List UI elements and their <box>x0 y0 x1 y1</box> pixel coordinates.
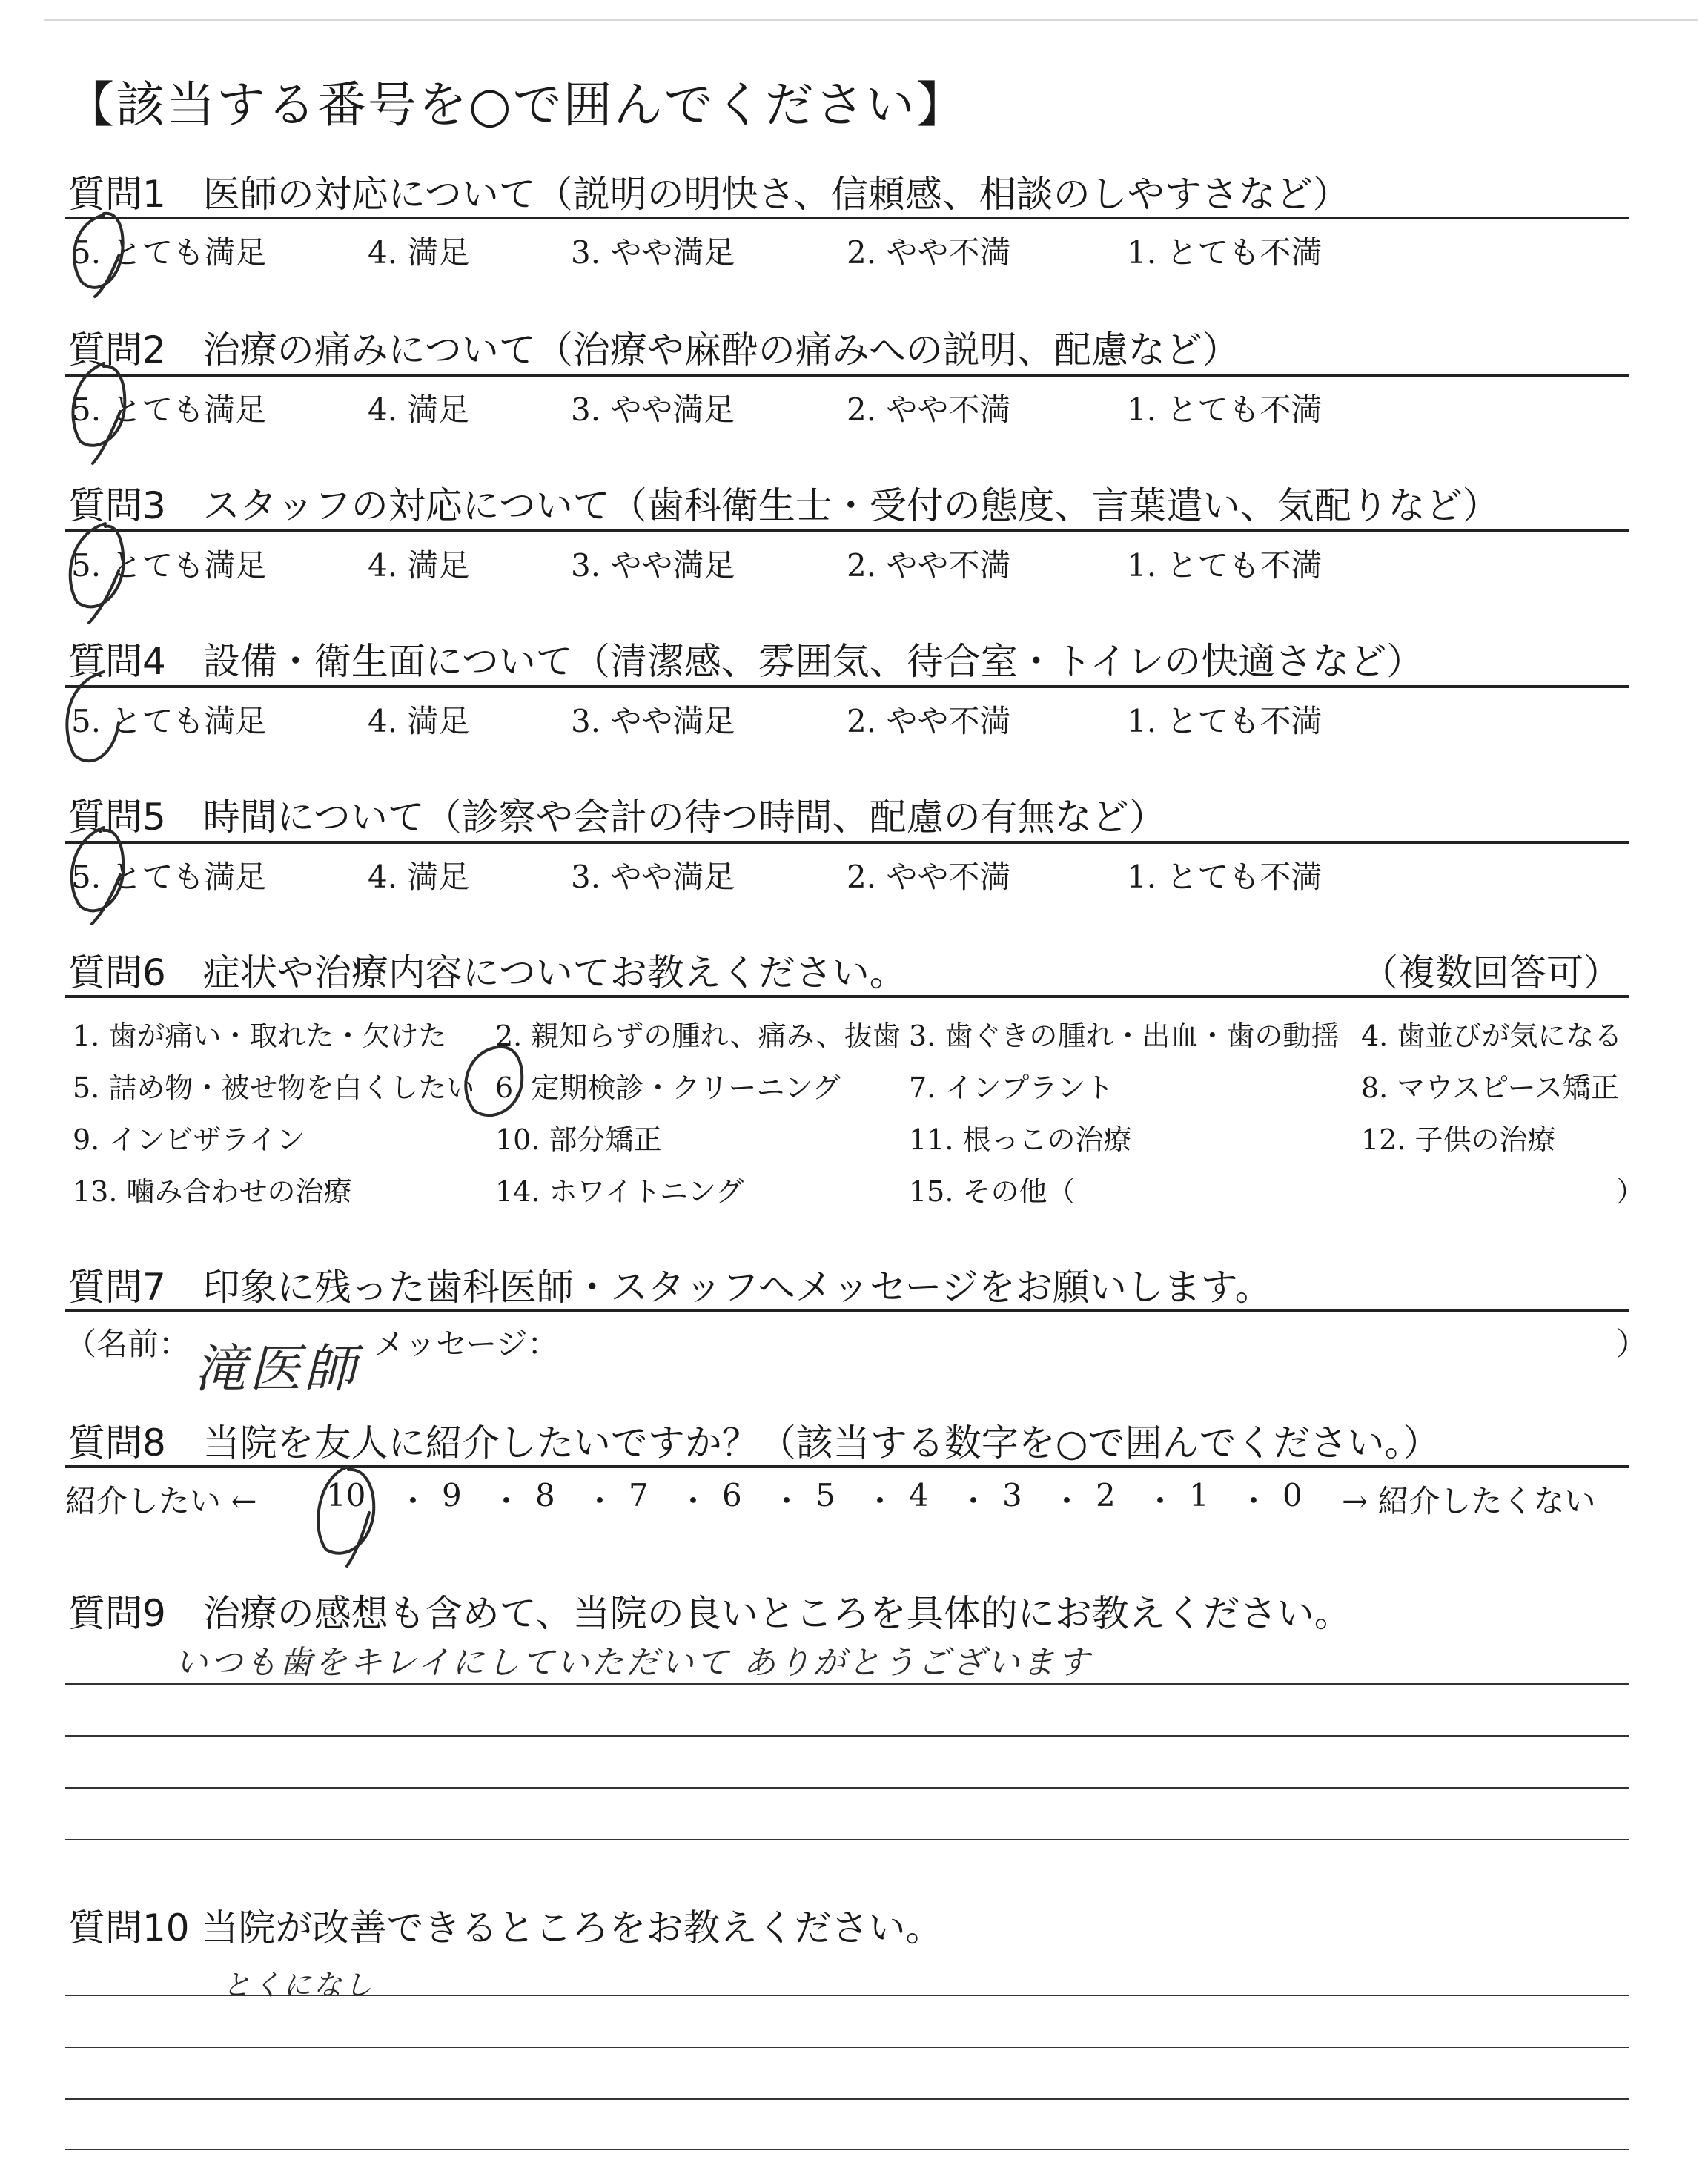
q5-option-2[interactable]: 2. やや不満 <box>847 859 1011 895</box>
scale-3[interactable]: 3 <box>1002 1477 1022 1513</box>
q5-option-1[interactable]: 1. とても不満 <box>1127 859 1323 895</box>
q6-option-15[interactable]: 15. その他（ <box>909 1175 1076 1208</box>
scale-dot: ・ <box>1145 1483 1176 1519</box>
question-5-rule <box>65 841 1629 844</box>
q9-answer-line <box>65 1735 1629 1737</box>
scale-8[interactable]: 8 <box>535 1477 555 1513</box>
q5-option-4[interactable]: 4. 満足 <box>368 859 470 895</box>
name-value[interactable]: 滝医師 <box>194 1338 359 1399</box>
q3-option-3[interactable]: 3. やや満足 <box>571 547 735 584</box>
q4-option-2[interactable]: 2. やや不満 <box>847 703 1011 739</box>
question-6-rule <box>65 995 1629 998</box>
question-5-title: 質問5 時間について（診察や会計の待つ時間、配慮の有無など） <box>68 796 1166 839</box>
q2-option-4[interactable]: 4. 満足 <box>368 392 470 428</box>
q10-answer-text[interactable]: とくになし <box>222 1969 375 2001</box>
q3-option-4[interactable]: 4. 満足 <box>368 547 470 584</box>
question-2-title: 質問2 治療の痛みについて（治療や麻酔の痛みへの説明、配慮など） <box>68 328 1239 371</box>
q5-option-3[interactable]: 3. やや満足 <box>571 859 735 895</box>
q6-option-10[interactable]: 10. 部分矯正 <box>495 1123 662 1156</box>
scale-dot: ・ <box>584 1483 616 1519</box>
scale-dot: ・ <box>864 1483 896 1519</box>
q7-close: ） <box>1616 1326 1648 1362</box>
scale-dot: ・ <box>1238 1483 1270 1519</box>
q6-option-6[interactable]: 6. 定期検診・クリーニング <box>495 1071 841 1104</box>
q1-option-5[interactable]: 5. とても満足 <box>71 234 267 271</box>
q1-option-1[interactable]: 1. とても不満 <box>1127 234 1323 271</box>
question-6-title: 質問6 症状や治療内容についてお教えください。 <box>68 951 907 994</box>
question-4-title: 質問4 設備・衛生面について（清潔感、雰囲気、待合室・トイレの快適さなど） <box>68 640 1424 683</box>
question-1-rule <box>65 217 1629 219</box>
q5-option-5[interactable]: 5. とても満足 <box>71 859 267 895</box>
q6-option-15-close: ） <box>1616 1175 1645 1208</box>
q6-option-14[interactable]: 14. ホワイトニング <box>495 1175 744 1208</box>
scale-dot: ・ <box>678 1483 709 1519</box>
scale-dot: ・ <box>771 1483 803 1519</box>
q3-option-2[interactable]: 2. やや不満 <box>847 547 1011 584</box>
q6-option-8[interactable]: 8. マウスピース矯正 <box>1361 1071 1619 1104</box>
question-8-title: 質問8 当院を友人に紹介したいですか？（該当する数字を○で囲んでください。） <box>68 1421 1440 1464</box>
question-1-title: 質問1 医師の対応について（説明の明快さ、信頼感、相談のしやすさなど） <box>68 173 1350 216</box>
q6-option-1[interactable]: 1. 歯が痛い・取れた・欠けた <box>73 1020 447 1052</box>
q6-option-13[interactable]: 13. 噛み合わせの治療 <box>73 1175 352 1208</box>
q10-answer-line <box>65 2098 1629 2100</box>
scale-dot: ・ <box>958 1483 990 1519</box>
question-9-title: 質問9 治療の感想も含めて、当院の良いところを具体的にお教えください。 <box>68 1592 1351 1635</box>
q4-option-1[interactable]: 1. とても不満 <box>1127 703 1323 739</box>
q4-option-4[interactable]: 4. 満足 <box>368 703 470 739</box>
scale-dot: ・ <box>1051 1483 1083 1519</box>
question-2-rule <box>65 374 1629 377</box>
q3-option-1[interactable]: 1. とても不満 <box>1127 547 1323 584</box>
q3-option-5[interactable]: 5. とても満足 <box>71 547 267 584</box>
q2-option-5[interactable]: 5. とても満足 <box>71 392 267 428</box>
q4-option-3[interactable]: 3. やや満足 <box>571 703 735 739</box>
scale-5[interactable]: 5 <box>815 1477 835 1513</box>
scale-dot: ・ <box>397 1483 429 1519</box>
q2-option-2[interactable]: 2. やや不満 <box>847 392 1011 428</box>
q1-option-2[interactable]: 2. やや不満 <box>847 234 1011 271</box>
q9-answer-text[interactable]: いつも歯をキレイにしていただいて ありがとうございます <box>175 1644 1092 1682</box>
q6-option-11[interactable]: 11. 根っこの治療 <box>909 1123 1132 1156</box>
q6-option-12[interactable]: 12. 子供の治療 <box>1361 1123 1556 1156</box>
q10-answer-line <box>65 2149 1629 2150</box>
scale-9[interactable]: 9 <box>442 1477 462 1513</box>
question-4-rule <box>65 685 1629 688</box>
message-label: メッセージ： <box>374 1326 559 1362</box>
question-6-note: （複数回答可） <box>1361 951 1621 994</box>
q1-option-4[interactable]: 4. 満足 <box>368 234 470 271</box>
scale-4[interactable]: 4 <box>909 1477 929 1513</box>
scale-6[interactable]: 6 <box>722 1477 742 1513</box>
q9-answer-line <box>65 1787 1629 1789</box>
q9-answer-line <box>65 1839 1629 1840</box>
name-label: （名前： <box>65 1326 191 1362</box>
q6-option-7[interactable]: 7. インプラント <box>909 1071 1114 1104</box>
question-3-rule <box>65 529 1629 532</box>
q6-option-9[interactable]: 9. インビザライン <box>73 1123 305 1156</box>
scale-0[interactable]: 0 <box>1282 1477 1302 1513</box>
question-7-rule <box>65 1309 1629 1312</box>
scale-left-label: 紹介したい ← <box>65 1483 257 1519</box>
q10-answer-line <box>65 2047 1629 2048</box>
q9-answer-line <box>65 1683 1629 1685</box>
q1-option-3[interactable]: 3. やや満足 <box>571 234 735 271</box>
page-header: 【該当する番号を○で囲んでください】 <box>65 76 967 133</box>
scale-1[interactable]: 1 <box>1189 1477 1209 1513</box>
q6-option-3[interactable]: 3. 歯ぐきの腫れ・出血・歯の動揺 <box>909 1020 1340 1052</box>
question-7-title: 質問7 印象に残った歯科医師・スタッフへメッセージをお願いします。 <box>68 1266 1272 1309</box>
q6-option-4[interactable]: 4. 歯並びが気になる <box>1361 1020 1623 1052</box>
q4-option-5[interactable]: 5. とても満足 <box>71 703 267 739</box>
question-10-title: 質問10 当院が改善できるところをお教えください。 <box>68 1906 943 1949</box>
q2-option-3[interactable]: 3. やや満足 <box>571 392 735 428</box>
question-3-title: 質問3 スタッフの対応について（歯科衛生士・受付の態度、言葉遣い、気配りなど） <box>68 484 1500 527</box>
top-border <box>44 19 1698 21</box>
scale-2[interactable]: 2 <box>1096 1477 1116 1513</box>
scale-right-label: → 紹介したくない <box>1342 1483 1596 1519</box>
q6-option-2[interactable]: 2. 親知らずの腫れ、痛み、抜歯 <box>495 1020 901 1052</box>
scale-dot: ・ <box>491 1483 523 1519</box>
scale-10[interactable]: 10 <box>326 1477 366 1513</box>
scale-7[interactable]: 7 <box>629 1477 649 1513</box>
q2-option-1[interactable]: 1. とても不満 <box>1127 392 1323 428</box>
question-8-rule <box>65 1465 1629 1468</box>
q6-option-5[interactable]: 5. 詰め物・被せ物を白くしたい <box>73 1071 475 1104</box>
